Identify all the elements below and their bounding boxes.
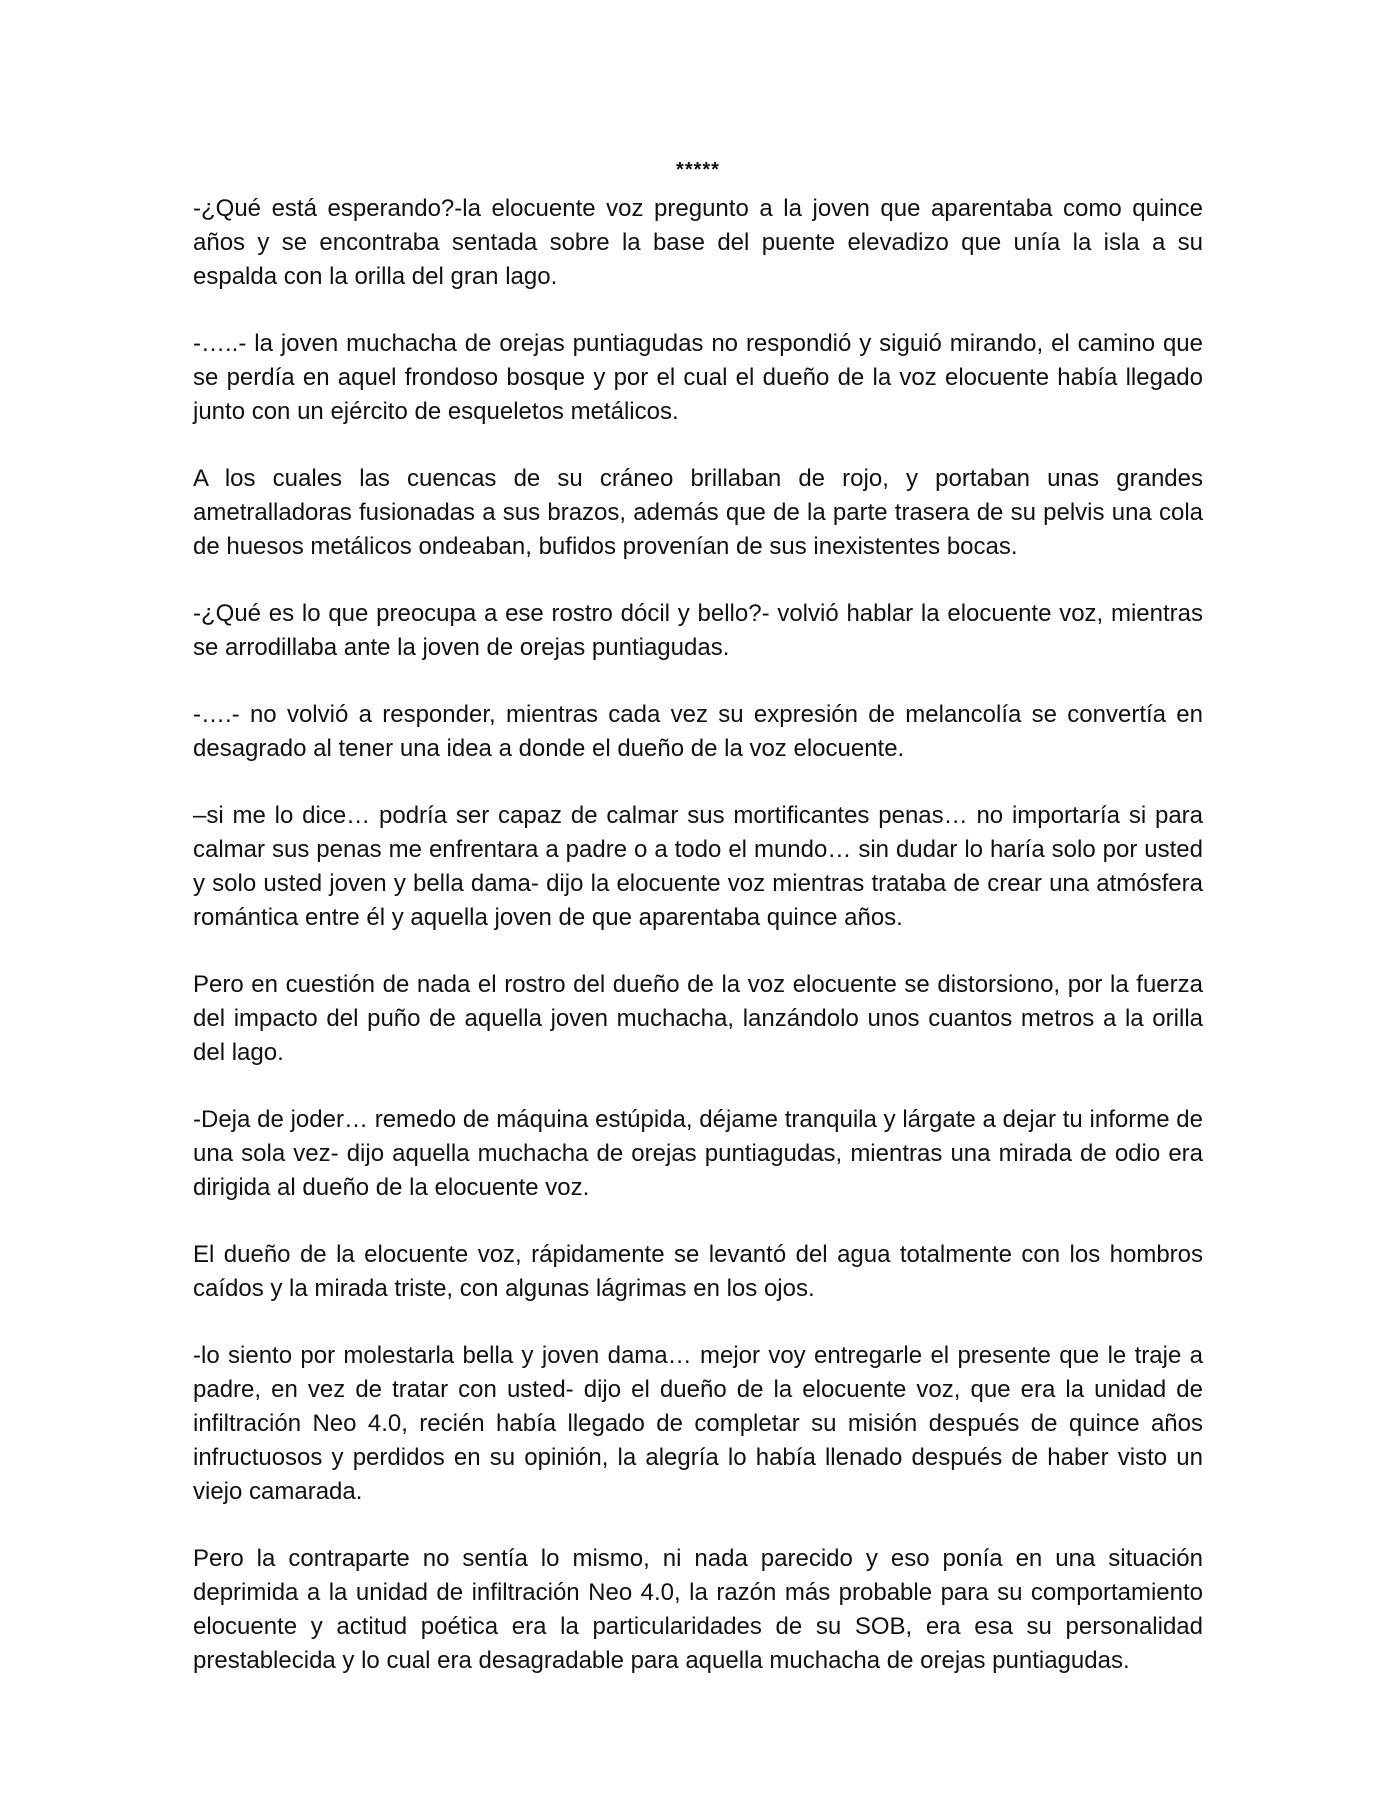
paragraph-8: -Deja de joder… remedo de máquina estúpida, déjame tranquila y lárgate a dejar tu informe de una sola vez- dijo aquella muchacha de orejas puntiagudas, mientras una mirada de odio era dirigida al dueño de la elocuente voz. <box>193 1106 1203 1201</box>
paragraph-7: Pero en cuestión de nada el rostro del dueño de la voz elocuente se distorsiono, por la fuerza del impacto del puño de aquella joven muchacha, lanzándolo unos cuantos metros a la orilla del lago. <box>193 971 1203 1066</box>
paragraph-4: -¿Qué es lo que preocupa a ese rostro dócil y bello?- volvió hablar la elocuente voz, mientras se arrodillaba ante la joven de orejas puntiagudas. <box>193 600 1203 661</box>
paragraph-1: -¿Qué está esperando?-la elocuente voz pregunto a la joven que aparentaba como quince años y se encontraba sentada sobre la base del puente elevadizo que unía la isla a su espalda con la orilla del gran lago. <box>193 195 1203 290</box>
paragraph-3: A los cuales las cuencas de su cráneo brillaban de rojo, y portaban unas grandes ametralladoras fusionadas a sus brazos, además que de la parte trasera de su pelvis una cola de huesos metálicos ondeaban, bufidos provenían de sus inexistentes bocas. <box>193 465 1203 560</box>
document-body <box>193 160 1203 1678</box>
paragraph-10: -lo siento por molestarla bella y joven dama… mejor voy entregarle el presente que le traje a padre, en vez de tratar con usted- dijo el dueño de la elocuente voz, que era la unidad de infiltración Neo 4.0, recién había llegado de completar su misión después de quince años infructuosos y perdidos en su opinión, la alegría lo había llenado después de haber visto un viejo camarada. <box>193 1342 1203 1505</box>
paragraph-6: –si me lo dice… podría ser capaz de calmar sus mortificantes penas… no importaría si para calmar sus penas me enfrentara a padre o a todo el mundo… sin dudar lo haría solo por usted y solo usted joven y bella dama- dijo la elocuente voz mientras trataba de crear una atmósfera romántica entre él y aquella joven de que aparentaba quince años. <box>193 802 1203 931</box>
paragraph-2: -…..- la joven muchacha de orejas puntiagudas no respondió y siguió mirando, el camino que se perdía en aquel frondoso bosque y por el cual el dueño de la voz elocuente había llegado junto con un ejército de esqueletos metálicos. <box>193 330 1203 425</box>
paragraph-11: Pero la contraparte no sentía lo mismo, ni nada parecido y eso ponía en una situación deprimida a la unidad de infiltración Neo 4.0, la razón más probable para su comportamiento elocuente y actitud poética era la particularidades de su SOB, era esa su personalidad prestablecida y lo cual era desagradable para aquella muchacha de orejas puntiagudas. <box>193 1545 1203 1674</box>
section-separator: ***** <box>676 159 720 181</box>
paragraph-5: -….- no volvió a responder, mientras cada vez su expresión de melancolía se convertía en desagrado al tener una idea a donde el dueño de la voz elocuente. <box>193 701 1203 762</box>
paragraph-9: El dueño de la elocuente voz, rápidamente se levantó del agua totalmente con los hombros caídos y la mirada triste, con algunas lágrimas en los ojos. <box>193 1241 1203 1302</box>
